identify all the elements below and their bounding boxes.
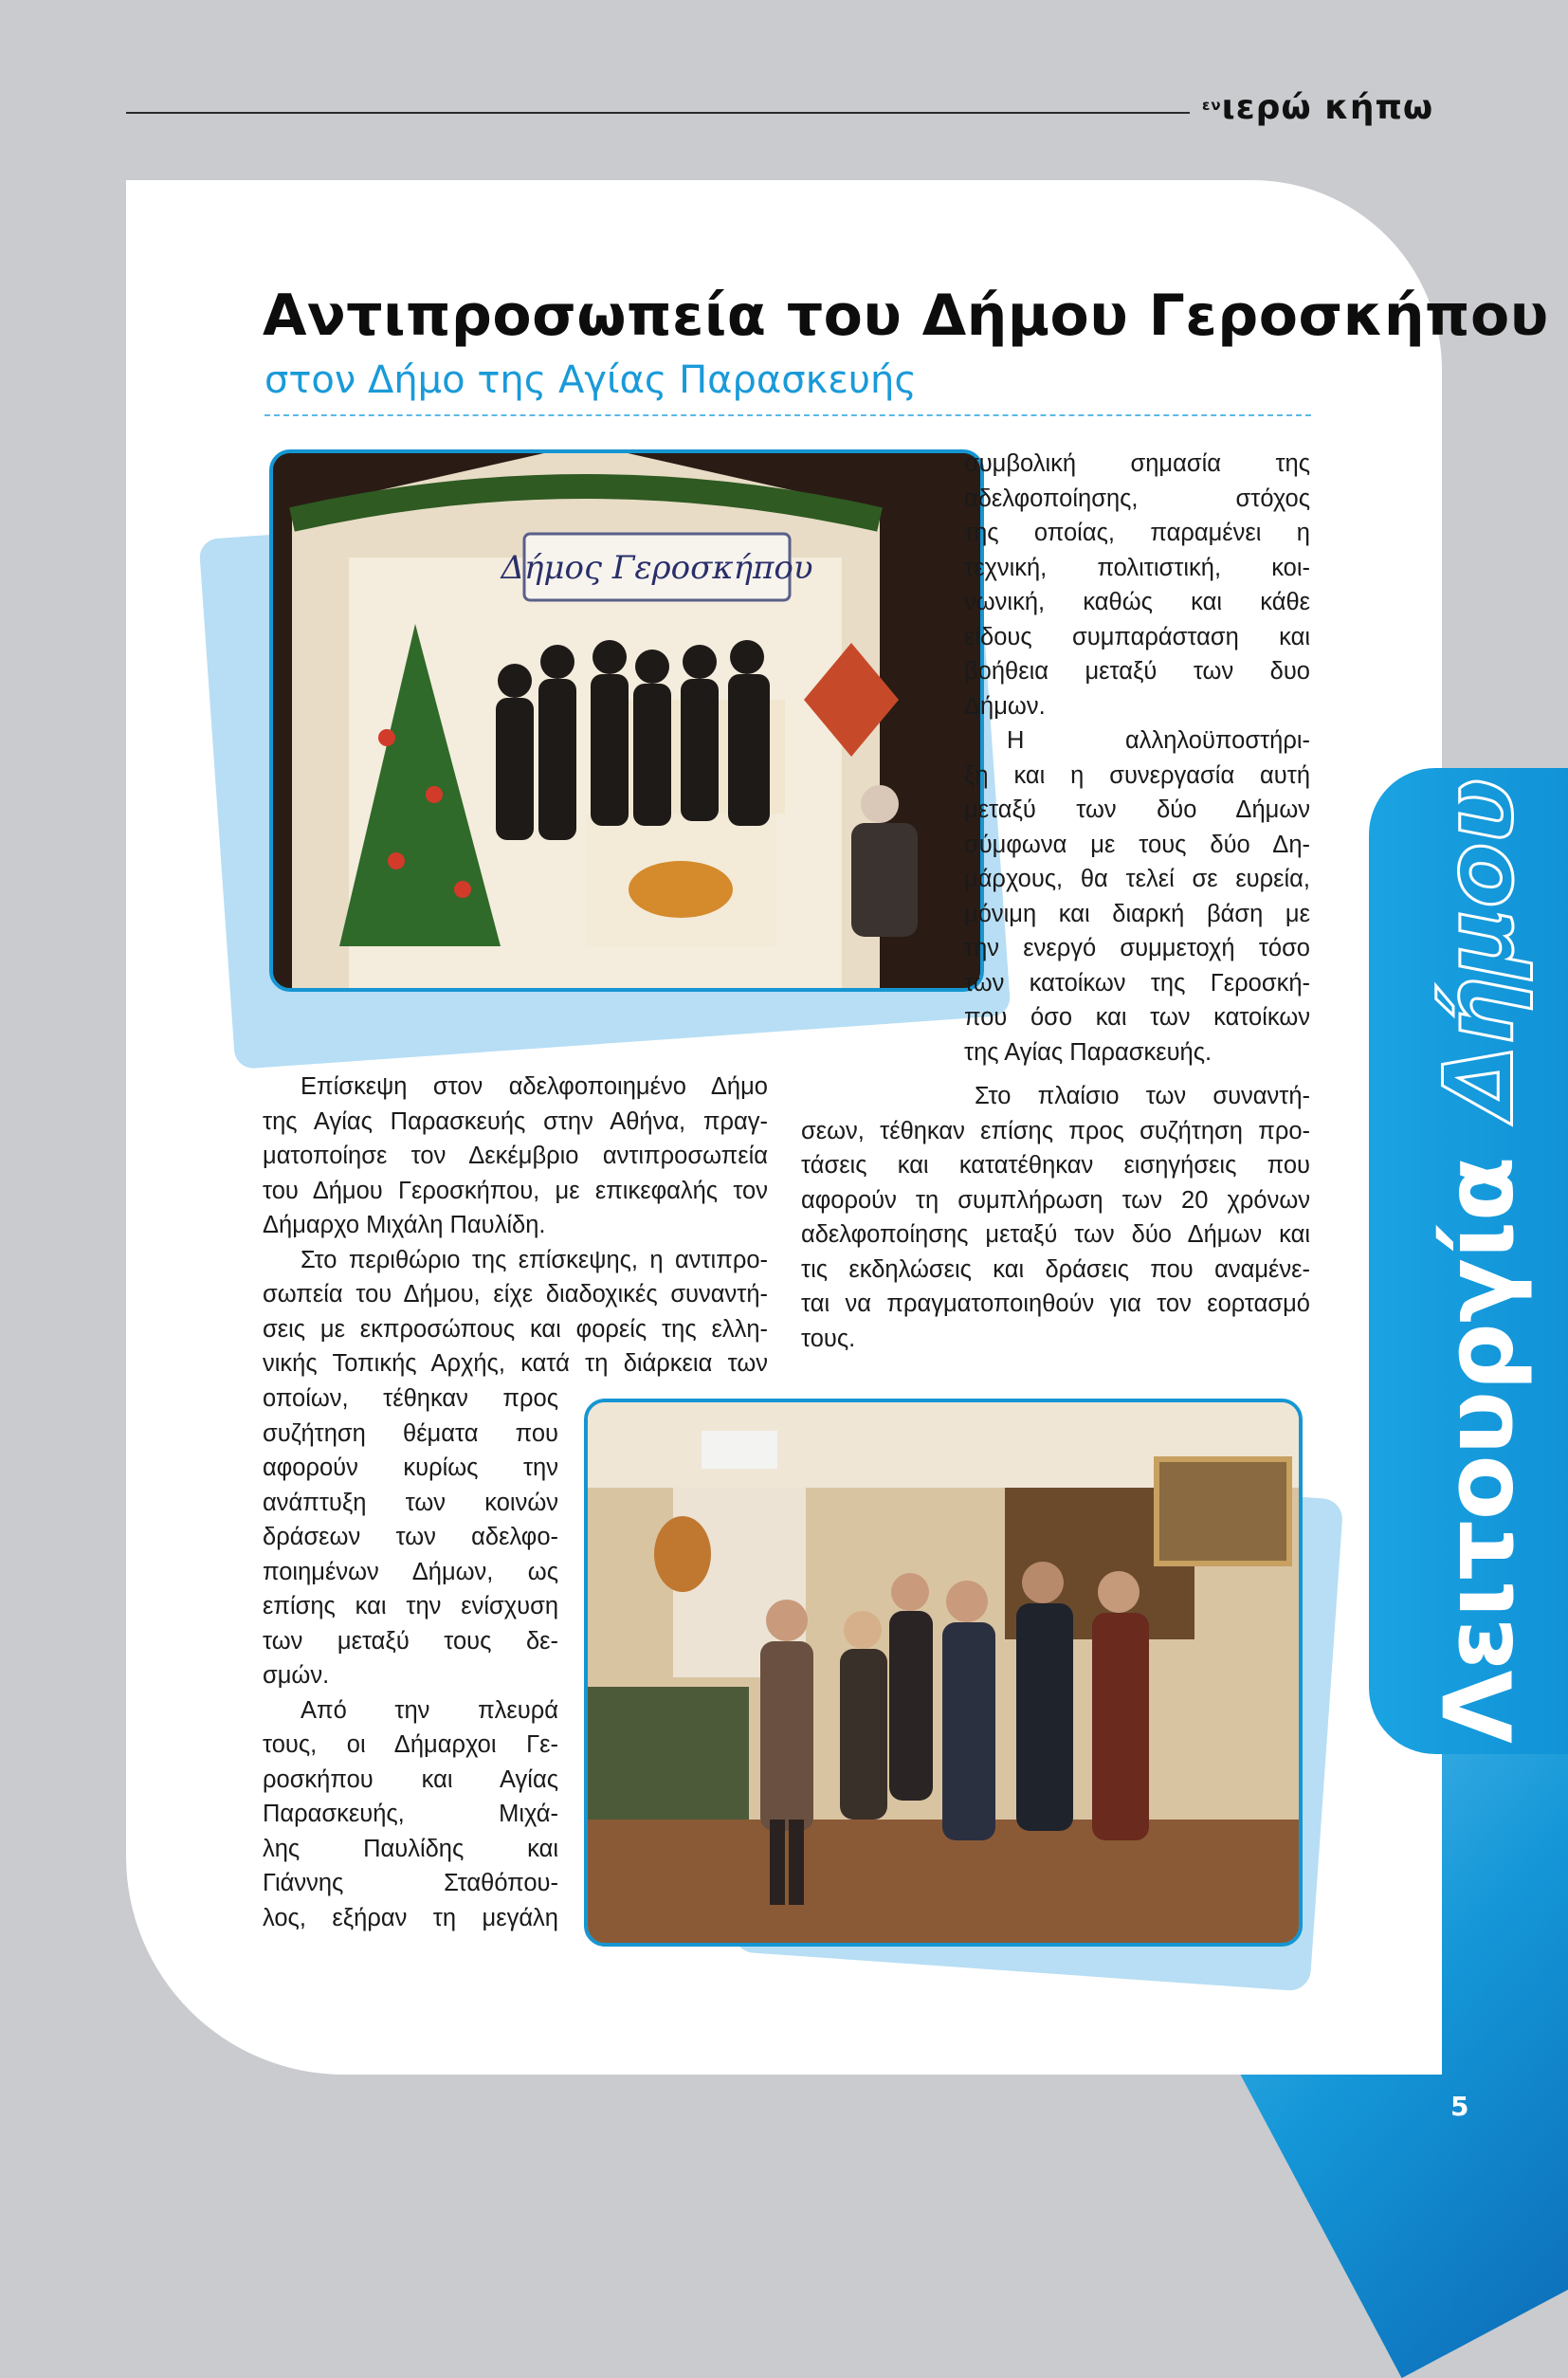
text-line: τις εκδηλώσεις και δράσεις που αναμένε- (801, 1255, 1310, 1283)
text-line: λος, εξήραν τη μεγάλη (263, 1904, 558, 1931)
text-line: αδελφοποίησης μεταξύ των δύο Δήμων και (801, 1221, 1310, 1248)
text-line: Γιάννης Σταθόπου- (263, 1870, 558, 1896)
text-line: ροσκήπου και Αγίας (263, 1765, 558, 1793)
text-line: συμβολική σημασία της (964, 450, 1310, 477)
text-line: των μεταξύ τους δε- (263, 1627, 558, 1655)
text-line: λης Παυλίδης και (263, 1835, 558, 1862)
text-line: ται να πραγματοποιηθούν για τον εορτασμό (801, 1290, 1310, 1317)
text-line: ξη και η συνεργασία αυτή (964, 761, 1310, 789)
text-line: Στο περιθώριο της επίσκεψης, η αντιπρο- (301, 1246, 768, 1273)
text-line: τάσεις και κατατέθηκαν εισηγήσεις που (801, 1152, 1310, 1179)
text-line: τεχνική, πολιτιστική, κοι- (964, 554, 1310, 581)
text-line: συζήτηση θέματα που (263, 1419, 558, 1447)
text-line: νικής Τοπικής Αρχής, κατά τη διάρκεια των (263, 1350, 768, 1377)
text-line: Παρασκευής, Μιχά- (263, 1801, 558, 1827)
section-label-bold: Λειτουργία (1423, 1156, 1535, 1744)
text-line: τους, οι Δήμαρχοι Γε- (263, 1731, 558, 1758)
title-divider (264, 414, 1311, 416)
text-line: σωπεία του Δήμου, είχε διαδοχικές συναντή- (263, 1281, 768, 1308)
text-line: Επίσκεψη στον αδελφοποιημένο Δήμο (301, 1073, 768, 1100)
text-line: ανάπτυξη των κοινών (263, 1489, 558, 1516)
text-line: αδελφοποίησης, στόχος (964, 485, 1310, 512)
left-column-bottom (263, 1381, 558, 1935)
text-line: ματοποίησε τον Δεκέμβριο αντιπροσωπεία (263, 1143, 768, 1169)
text-line: που όσο και των κατοίκων (964, 1004, 1310, 1031)
text-line: Δήμαρχο Μιχάλη Παυλίδη. (263, 1212, 546, 1238)
text-line: σύμφωνα με τους δύο Δη- (964, 831, 1310, 858)
text-line: μόνιμη και διαρκή βάση με (964, 900, 1310, 927)
text-line: σεων, τέθηκαν επίσης προς συζήτηση προ- (801, 1117, 1310, 1144)
masthead-title: ιερώ κήπω (1221, 88, 1434, 127)
text-line: βοήθεια μεταξύ των δυο (964, 658, 1310, 685)
text-line: αφορούν κυρίως την (263, 1454, 558, 1481)
section-label-outline: Δήμου (1423, 778, 1535, 1119)
photo2-illustration (588, 1402, 1299, 1943)
text-line: σμών. (263, 1662, 330, 1689)
left-column-top (263, 1070, 768, 1381)
text-line: σεις με εκπροσώπους και φορείς της ελλη- (263, 1315, 768, 1343)
text-line: της οποίας, παραμένει η (964, 520, 1310, 546)
section-label (1424, 778, 1535, 1744)
right-column-bottom (801, 1079, 1310, 1356)
text-line: αφορούν τη συμπλήρωση των 20 χρόνων (801, 1186, 1310, 1214)
text-line: δράσεων των αδελφο- (263, 1524, 558, 1550)
page-number: 5 (1450, 2091, 1469, 2122)
photo-christmas-booth (269, 449, 984, 992)
text-line: νωνική, καθώς και κάθε (964, 589, 1310, 615)
text-line: τους. (801, 1325, 856, 1352)
text-line: της Αγίας Παρασκευής. (964, 1038, 1212, 1066)
text-line: επίσης και την ενίσχυση (263, 1593, 558, 1619)
text-line: ποιημένων Δήμων, ως (263, 1558, 558, 1585)
text-line: Από την πλευρά (301, 1696, 558, 1724)
text-line: Στο πλαίσιο των συναντή- (975, 1083, 1310, 1109)
magazine-masthead (1202, 88, 1433, 127)
text-line: Δήμων. (964, 692, 1046, 720)
text-line: μεταξύ των δύο Δήμων (964, 796, 1310, 823)
text-line: μάρχους, θα τελεί σε ευρεία, (964, 866, 1310, 892)
photo1-banner-text: Δήμος Γεροσκήπου (501, 549, 813, 587)
header-rule (126, 112, 1190, 114)
article-title: Αντιπροσωπεία του Δήμου Γεροσκήπου (263, 283, 1549, 349)
photo-office-group (584, 1399, 1303, 1947)
text-line: είδους συμπαράσταση και (964, 623, 1310, 650)
text-line: την ενεργό συμμετοχή τόσο (964, 935, 1310, 961)
text-line: της Αγίας Παρασκευής στην Αθήνα, πραγ- (263, 1107, 768, 1135)
masthead-prefix: εν (1202, 97, 1222, 114)
text-line: των κατοίκων της Γεροσκή- (964, 969, 1310, 997)
text-line: του Δήμου Γεροσκήπου, με επικεφαλής τον (263, 1177, 768, 1204)
right-column-top (964, 447, 1310, 1070)
text-line: οποίων, τέθηκαν προς (263, 1385, 558, 1412)
article-subtitle: στον Δήμο της Αγίας Παρασκευής (264, 358, 917, 402)
photo1-illustration (273, 453, 980, 988)
text-line: Η αλληλοϋποστήρι- (1007, 727, 1310, 754)
